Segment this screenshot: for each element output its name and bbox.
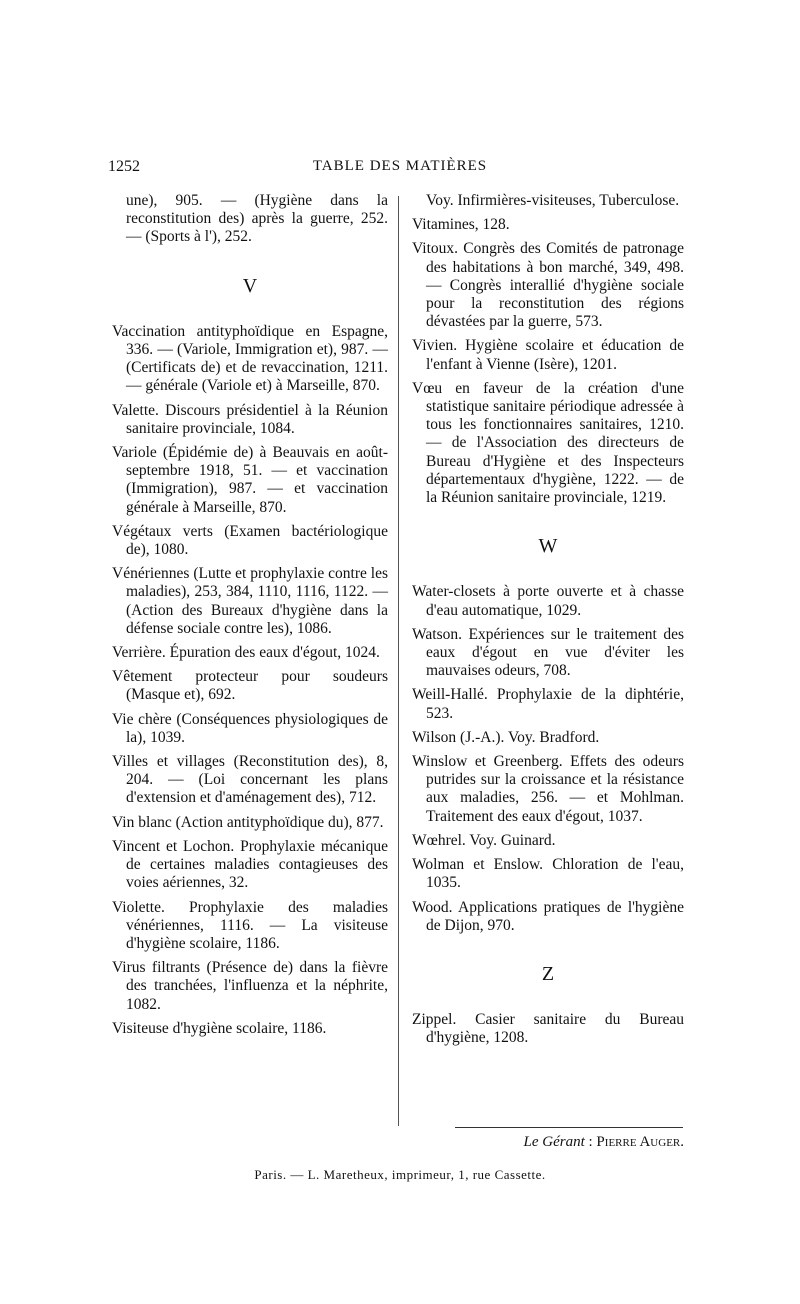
continuation-entry: une), 905. — (Hygiène dans la reconstitution des) après la guerre, 252. — (Sports à l'), 252. (126, 192, 388, 246)
index-entry: Vêtement protecteur pour soudeurs (Masque et), 692. (112, 668, 388, 704)
index-entry: Wolman et Enslow. Chloration de l'eau, 1035. (412, 856, 684, 892)
continuation-entry: Voy. Infirmières-visiteuses, Tuberculose. (426, 192, 680, 209)
index-entry: Vin blanc (Action antityphoïdique du), 877. (112, 813, 384, 831)
section-letter-v: V (242, 274, 258, 297)
index-entry: Zippel. Casier sanitaire du Bureau d'hygiène, 1208. (412, 1011, 684, 1047)
index-entry: Vaccination antityphoïdique en Espagne, 336. — (Variole, Immigration et), 987. — (Certificats de) et de revaccination, 1211. — générale (Variole et) à Marseille, 870. (112, 322, 388, 395)
page-number: 1252 (108, 158, 140, 175)
column-divider (398, 196, 399, 1126)
index-entry: Vivien. Hygiène scolaire et éducation de l'enfant à Vienne (Isère), 1201. (412, 337, 684, 373)
printer-imprint: Paris. — L. Maretheux, imprimeur, 1, rue Cassette. (254, 1167, 546, 1182)
index-entry: Variole (Épidémie de) à Beauvais en août-septembre 1918, 51. — et vaccination (Immigration), 987. — et vaccination générale à Marseille, 870. (112, 444, 388, 516)
signature-name: : Pierre Auger. (588, 1134, 684, 1150)
left-column (112, 192, 388, 1044)
right-column (412, 192, 684, 1054)
index-entry: Vénériennes (Lutte et prophylaxie contre les maladies), 253, 384, 1110, 1116, 1122. — (Action des Bureaux d'hygiène dans la défense sociale contre les), 1086. (112, 565, 388, 637)
index-entry: Wœhrel. Voy. Guinard. (412, 831, 556, 849)
running-title: TABLE DES MATIÈRES (312, 158, 488, 174)
index-entry: Wilson (J.-A.). Voy. Bradford. (412, 728, 600, 746)
index-entry: Verrière. Épuration des eaux d'égout, 1024. (112, 644, 380, 662)
index-entry: Végétaux verts (Examen bactériologique de), 1080. (112, 522, 388, 559)
index-entry: Wood. Applications pratiques de l'hygiène de Dijon, 970. (412, 898, 684, 934)
index-entry: Vitoux. Congrès des Comités de patronage des habitations à bon marché, 349, 498. — Congrès interallié d'hygiène sociale pour la reconstitution des régions dévastées par la guerre, 573. (412, 240, 684, 331)
index-entry: Vie chère (Conséquences physiologiques de la), 1039. (112, 710, 388, 746)
signature-rule (455, 1127, 683, 1128)
index-entry: Valette. Discours présidentiel à la Réunion sanitaire provinciale, 1084. (112, 401, 388, 437)
index-entry: Weill-Hallé. Prophylaxie de la diphtérie, 523. (412, 686, 684, 722)
index-entry: Watson. Expériences sur le traitement des eaux d'égout en vue d'éviter les mauvaises odeurs, 708. (412, 625, 684, 680)
index-entry: Visiteuse d'hygiène scolaire, 1186. (112, 1019, 327, 1037)
section-letter-z: Z (541, 962, 555, 985)
signature-role: Le Gérant (523, 1134, 585, 1150)
index-entry: Virus filtrants (Présence de) dans la fièvre des tranchées, l'influenza et la néphrite, 1082. (112, 959, 388, 1013)
index-entry: Vincent et Lochon. Prophylaxie mécanique de certaines maladies contagieuses des voies aériennes, 32. (112, 837, 388, 892)
index-entry: Villes et villages (Reconstitution des), 8, 204. — (Loi concernant les plans d'extension et d'aménagement des), 712. (112, 753, 388, 807)
index-entry: Violette. Prophylaxie des maladies vénériennes, 1116. — La visiteuse d'hygiène scolaire, 1186. (112, 898, 388, 952)
index-entry: Water-closets à porte ouverte et à chasse d'eau automatique, 1029. (412, 583, 684, 619)
index-entry: Winslow et Greenberg. Effets des odeurs putrides sur la croissance et la résistance aux maladies, 256. — et Mohlman. Traitement des eaux d'égout, 1037. (412, 753, 684, 825)
index-entry: Vœu en faveur de la création d'une statistique sanitaire périodique adressée à tous les fonctionnaires sanitaires, 1210. — de l'Association des directeurs de Bureau d'Hygiène et des Inspecteurs départementaux d'hygiène, 1222. — de la Réunion sanitaire provinciale, 1219. (412, 379, 684, 507)
signature (524, 1134, 684, 1151)
index-entry: Vitamines, 128. (412, 216, 510, 234)
section-letter-w: W (538, 535, 558, 558)
